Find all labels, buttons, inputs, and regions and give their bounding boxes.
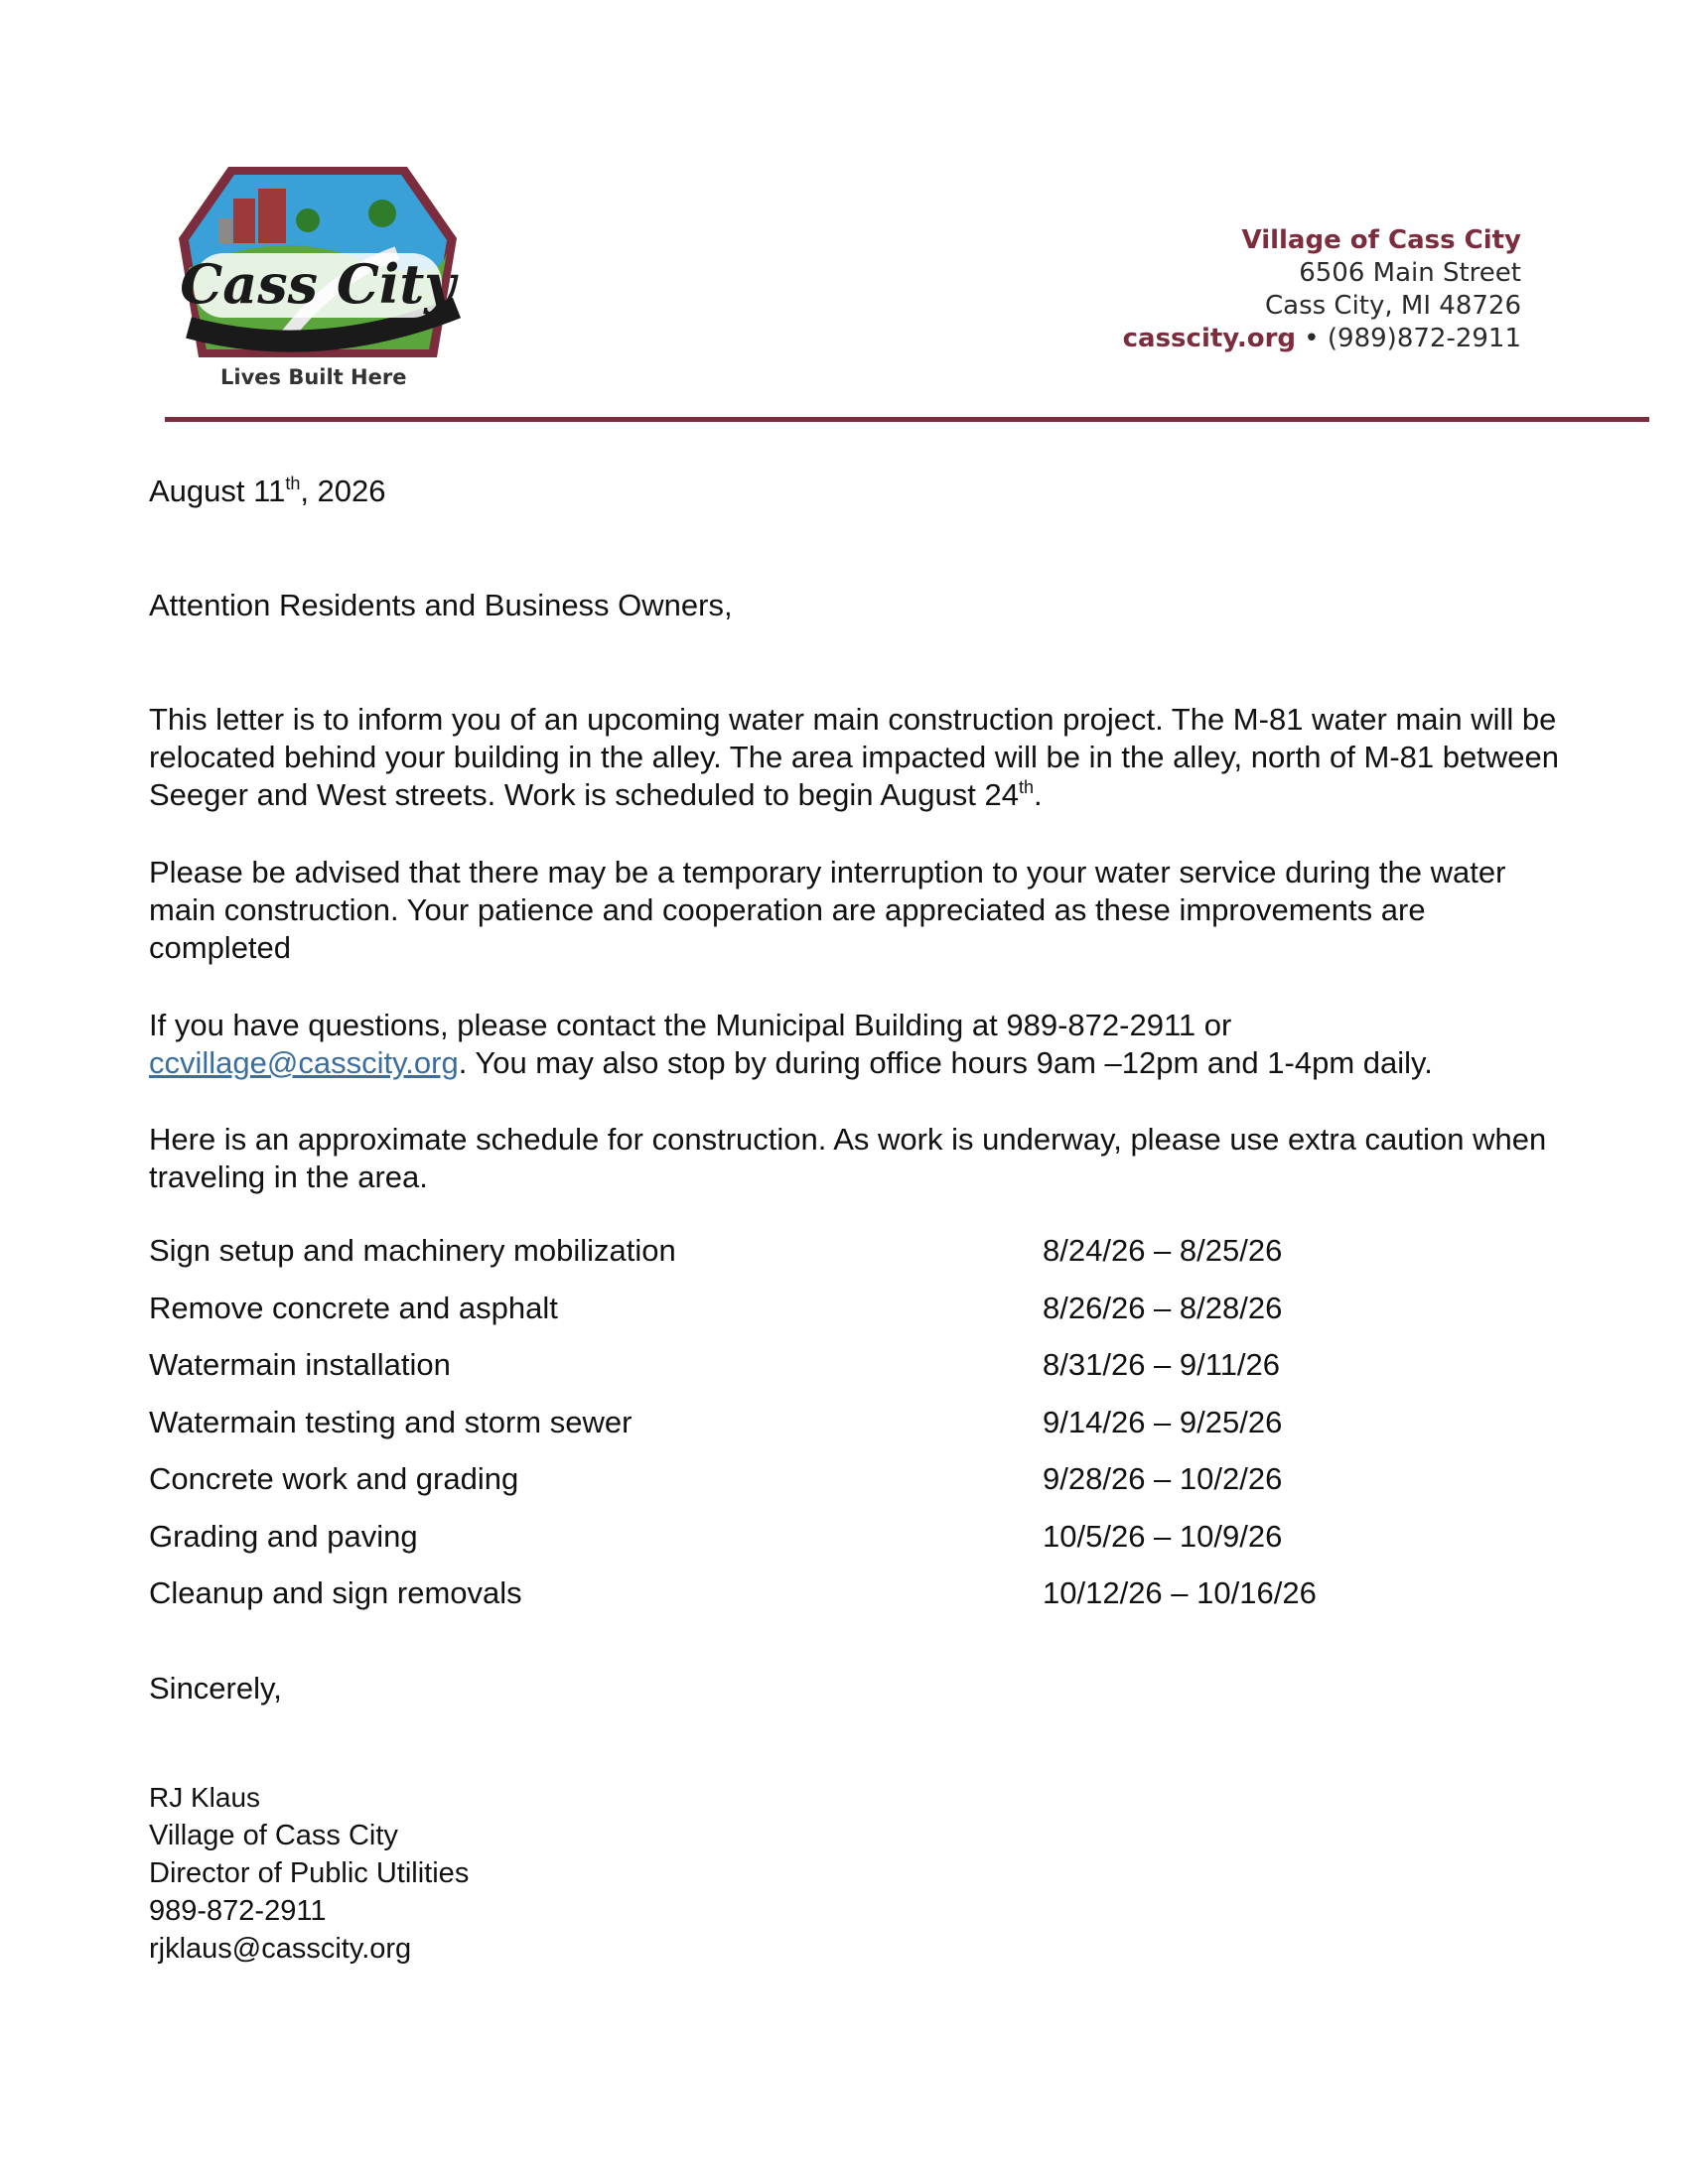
schedule-row <box>149 1405 1440 1462</box>
schedule-task: Grading and paving <box>149 1518 418 1554</box>
letterhead-street: 6506 Main Street <box>1299 258 1521 288</box>
logo-wordmark: Cass City <box>180 252 456 316</box>
schedule-row <box>149 1233 1440 1291</box>
signer-title: Director of Public Utilities <box>149 1857 470 1889</box>
contact-email-link[interactable]: ccvillage@casscity.org <box>149 1045 459 1080</box>
cass-city-logo <box>159 159 477 397</box>
paragraph-project-info: This letter is to inform you of an upcoming water main construction project. The M-81 water main will be relocated behind your building in the alley. The area impacted will be in the alley, north of M-81 between Seeger and West streets. Work is scheduled to begin August 24th. <box>149 702 1559 812</box>
schedule-dates: 9/14/26 – 9/25/26 <box>1043 1404 1283 1439</box>
construction-schedule <box>149 1233 1440 1633</box>
paragraph-contact: If you have questions, please contact the Municipal Building at 989-872-2911 or ccvillage@casscity.org. You may also stop by during office hours 9am –12pm and 1-4pm daily. <box>149 1008 1433 1080</box>
letterhead-contact <box>1123 323 1521 355</box>
schedule-task: Watermain installation <box>149 1347 451 1382</box>
schedule-dates: 8/31/26 – 9/11/26 <box>1043 1347 1281 1382</box>
signer-name: RJ Klaus <box>149 1782 261 1813</box>
schedule-dates: 10/5/26 – 10/9/26 <box>1043 1518 1283 1554</box>
letterhead-phone: (989)872-2911 <box>1327 324 1521 353</box>
signer-email[interactable]: rjklaus@casscity.org <box>149 1933 412 1965</box>
schedule-row <box>149 1291 1440 1348</box>
schedule-task: Remove concrete and asphalt <box>149 1290 558 1325</box>
letterhead-city: Cass City, MI 48726 <box>1264 291 1521 321</box>
schedule-dates: 9/28/26 – 10/2/26 <box>1043 1461 1283 1496</box>
schedule-task: Cleanup and sign removals <box>149 1575 522 1610</box>
signature-block <box>149 1779 469 1968</box>
logo-tagline: Lives Built Here <box>220 365 407 389</box>
letterhead-org-name: Village of Cass City <box>1241 225 1521 255</box>
letterhead-address <box>1123 224 1521 355</box>
letterhead-separator: • <box>1304 324 1320 353</box>
schedule-task: Concrete work and grading <box>149 1461 519 1496</box>
schedule-row <box>149 1519 1440 1576</box>
schedule-dates: 8/26/26 – 8/28/26 <box>1043 1290 1283 1325</box>
schedule-row <box>149 1347 1440 1405</box>
paragraph-service-interruption: Please be advised that there may be a temporary interruption to your water service during the water main construction. Your patience and cooperation are appreciated as these improvements are completed <box>149 855 1506 965</box>
schedule-row <box>149 1461 1440 1519</box>
paragraph-schedule-intro: Here is an approximate schedule for construction. As work is underway, please use extra caution when traveling in the area. <box>149 1122 1547 1194</box>
letter-date: August 11th, 2026 <box>149 474 386 508</box>
signer-phone: 989-872-2911 <box>149 1895 327 1927</box>
schedule-row <box>149 1575 1440 1633</box>
header-divider <box>165 417 1649 422</box>
schedule-dates: 8/24/26 – 8/25/26 <box>1043 1233 1283 1268</box>
schedule-dates: 10/12/26 – 10/16/26 <box>1043 1575 1317 1610</box>
letter-closing: Sincerely, <box>149 1671 282 1706</box>
schedule-task: Watermain testing and storm sewer <box>149 1404 633 1439</box>
letterhead-website[interactable]: casscity.org <box>1122 324 1297 353</box>
signer-org: Village of Cass City <box>149 1820 398 1851</box>
schedule-task: Sign setup and machinery mobilization <box>149 1233 676 1268</box>
letter-greeting: Attention Residents and Business Owners, <box>149 588 733 622</box>
